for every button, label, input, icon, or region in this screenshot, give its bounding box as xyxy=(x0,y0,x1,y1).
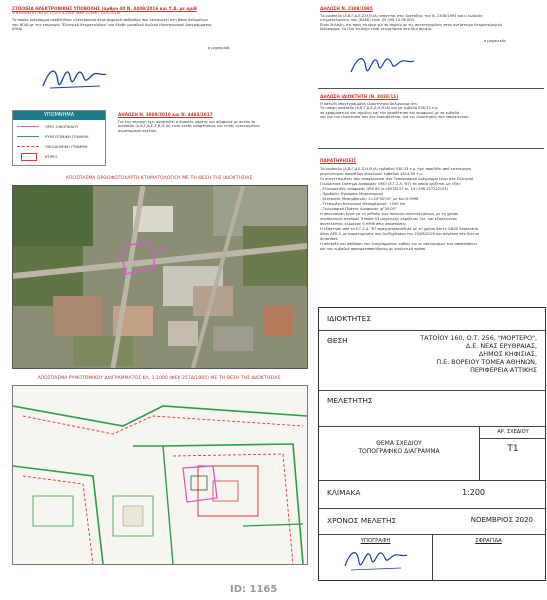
plot-boundary-swatch xyxy=(17,126,39,127)
owner-declaration-text-1: Η κάτωθι υπογεγραμμένη ιδιοκτήτρια δηλώνουμε ότι: xyxy=(320,102,418,106)
zoning-plan-image xyxy=(13,386,307,564)
date-value: ΝΟΕΜΒΡΙΟΣ 2020 xyxy=(470,516,533,524)
location-label: ΘΕΣΗ xyxy=(327,336,348,345)
note-line: - Τεταγμένη Κεντρικού Μεσημβρινού: +500 km xyxy=(320,202,406,206)
title-block xyxy=(318,307,546,581)
zoning-plan-caption: ΑΠΟΣΠΑΣΜΑ ΡΥΜΟΤΟΜΙΚΟΥ ΔΙΑΓΡΑΜΜΑΤΟΣ ΚΛ. 1:1000 (ΦΕΚ 257Δ/1985) ΜΕ ΤΗ ΘΕΣΗ ΤΗΣ ΙΔΙΟΚΤΗΣΙΑΣ xyxy=(37,376,281,381)
electronic-submission-block xyxy=(12,6,302,50)
note-line: συντελεστής κλίμακας 0.9996 στις αποστάσεις. xyxy=(320,222,408,226)
note-line: - Ελλειψοειδές αναφοράς GRS 80 (a=6378137 m, 1/f=298.257222101) xyxy=(320,187,449,191)
orthophoto-image xyxy=(13,186,307,368)
owner-declaration-block xyxy=(320,94,544,120)
drawing-subject-cell xyxy=(319,426,479,462)
street-line-swatch xyxy=(17,136,39,137)
legend-item-plot-boundary xyxy=(17,123,103,131)
building-swatch xyxy=(21,153,37,161)
location-row xyxy=(319,330,545,391)
legend-item-building-line xyxy=(17,143,103,151)
date-row xyxy=(319,508,545,535)
forest-law-text-2: οικόπεδο (Α,Β,Γ,Δ,Ε,Ζ,Η,Θ,ΙΑ) είναι εκτός αναρτήσεως και εντός εγκεκριμένου xyxy=(118,124,260,129)
owners-label: ΙΔΙΟΚΤΗΤΕΣ xyxy=(327,314,372,323)
forest-law-text-3: ρυμοτομικού σχεδίου. xyxy=(118,128,158,133)
legend-item-building xyxy=(17,153,103,161)
zoning-plan-map xyxy=(12,385,308,565)
divider-notes xyxy=(318,148,544,149)
note-line: - Κεντρικός Μεσημβρινός: λ=24°00'00'' με Ko=0.9996 xyxy=(320,197,419,201)
location-line: Π.Ε. ΒΟΡΕΙΟΥ ΤΟΜΕΑ ΑΘΗΝΩΝ, xyxy=(436,358,537,366)
owners-row xyxy=(319,308,545,331)
note-line: μεγαλύτερου οικοπέδου συνολικού εμβαδού 1614.99 τ.μ. xyxy=(320,172,423,176)
legend-label: ΚΤΙΡΙΟ xyxy=(45,154,58,159)
location-line: ΠΕΡΙΦΕΡΕΙΑ ΑΤΤΙΚΗΣ xyxy=(470,366,537,374)
study-row xyxy=(319,390,545,427)
note-line: και του εμβαδού πραγματοποιήθηκαν με αναλυτικό τρόπο. xyxy=(320,247,427,251)
electronic-submission-ref: ΥΠΕΝ/ΔΑΕΠ/27623/175/2/5.4.2018 (ΦΕΚ 22168 / 14-6-2018) xyxy=(12,11,121,15)
electronic-submission-text-3: (ΚΗΔ) xyxy=(12,27,23,32)
building-line-swatch xyxy=(17,146,39,147)
notes-heading: ΠΑΡΑΤΗΡΗΣΕΙΣ xyxy=(320,158,357,163)
legend-label: ΟΙΚΟΔΟΜΙΚΗ ΓΡΑΜΜΗ xyxy=(45,144,88,149)
divider-top-right xyxy=(318,88,544,89)
drawing-subject-label: ΘΕΜΑ ΣΧΕΔΙΟΥ xyxy=(376,440,422,447)
engineer-signature-2 xyxy=(348,52,418,80)
note-line: - Γεωγραφικό Πλάτος Αναφοράς: φ°00'00'' xyxy=(320,207,397,211)
drawing-number-label: ΑΡ. ΣΧΕΔΙΟΥ xyxy=(480,426,546,439)
date-label: ΧΡΟΝΟΣ ΜΕΛΕΤΗΣ xyxy=(327,516,397,525)
note-line: Το οικόπεδο (Α,Β,Γ,Δ,Ε,Ζ,Η,Θ,ΙΑ) εμβαδού 538.33 τ.μ. έχει προέλθει από κατάτμηση xyxy=(320,167,471,171)
owner-declaration-text-3: το εφαρμοστικό του σχεδίου και την οριοθέτηση και συμφωνεί με τα εμβαδά xyxy=(320,110,460,115)
engineer-signature xyxy=(40,62,110,94)
location-line: ΤΑΤΟΪΟΥ 160, Ο.Τ. 256, "ΜΟΡΤΕΡΟ", xyxy=(420,334,537,342)
owner-declaration-heading: ΔΗΛΩΣΗ ΙΔΙΟΚΤΗΤΗ (Ν. 4030/11) xyxy=(320,94,399,99)
electronic-submission-text-1: Το παρόν διάγραμμα υποβλήθηκε ηλεκτρονικά στον ψηφιακό υπόβαθρο που λειτουργεί στη βάση δεδομένων xyxy=(12,18,208,23)
signature-cell xyxy=(319,534,433,580)
note-line: - Προβολή: Εγκάρσια Μερκατορική xyxy=(320,192,384,196)
note-line: SmartNet. xyxy=(320,237,339,241)
drawing-number-cell xyxy=(479,426,546,480)
scale-label: ΚΛΙΜΑΚΑ xyxy=(327,488,361,497)
location-line: ΔΗΜΟΣ ΚΗΦΙΣΙΑΣ, xyxy=(478,350,537,358)
orthophoto-caption: ΑΠΟΣΠΑΣΜΑ ΟΡΘΟΦΩΤΟΧΑΡΤΗ ΚΤΗΜΑΤΟΛΟΓΙΟΥ ΜΕ ΤΗ ΘΕΣΗ ΤΗΣ ΙΔΙΟΚΤΗΣΙΑΣ xyxy=(65,176,253,181)
electronic-submission-heading: ΣΤΟΙΧΕΙΑ ΗΛΕΚΤΡΟΝΙΚΗΣ ΥΠΟΒΟΛΗΣ (άρθρο 40 Ν. 4409/2016 και Υ.Α. με αριθ xyxy=(12,6,197,11)
watermark-id: ID: 1165 xyxy=(230,584,278,595)
forest-law-block xyxy=(118,112,308,133)
note-line: Οι συντεταγμένες που αναφέρονται στο Τοπογραφικό Διάγραμμα είναι στο Ελληνικό xyxy=(320,177,474,181)
scale-row xyxy=(319,480,545,509)
electronic-submission-signer: ο μηχανικός xyxy=(208,46,230,50)
study-label: ΜΕΛΕΤΗΤΗΣ xyxy=(327,396,373,405)
stamp-cell xyxy=(432,534,545,580)
note-line: Altus APS-3, με παρατηρήσεις που διεξήχθησαν την 25/08/2020 και σύνδεση στο δίκτυο xyxy=(320,232,479,236)
owner-declaration-text-2: Το υπόψη οικόπεδο (Α,Β,Γ,Δ,Ε,Ζ,Η,Θ,ΙΑ) και με εμβαδό 538.33 τ.μ. xyxy=(320,106,439,111)
location-line: Δ.Ε. ΝΕΑΣ ΕΡΥΘΡΑΙΑΣ, xyxy=(465,342,537,350)
electronic-submission-text-2: του ΝΟΔΙ με την επωνυμία "Ελληνικό Κτηματολόγιο" και έλαβε μοναδικό Κωδικό Ηλεκτρονικού Διαγράμματος xyxy=(12,22,212,27)
law-2308-text-2: κτηματολογικής του (ΚΑΕΚ) είναι 05 099 10 06 003. xyxy=(320,18,415,23)
law-2308-text-4: διάγραμμα, το ίδιο τεμάχιο είναι γεωμετρικά στο ίδιο σημείο. xyxy=(320,27,433,32)
legend-label: ΟΡΙΟ ΟΙΚΟΠΕΔΟΥ xyxy=(45,124,79,129)
law-2308-signer: ο μηχανικός xyxy=(484,39,506,43)
note-line: γεωδαιτικού σταθμού Trimble S3 μηχανικής ακρίβειας 3cc, και εξαρτώντας xyxy=(320,217,458,221)
law-2308-heading: ΔΗΛΩΣΗ Ν. 2308/1995 xyxy=(320,6,373,11)
law-2308-text-3: Είναι δηλαδή, ότι προς το όριο για το σημείο με τις συντεταγμένες στον αντίστοιχο Κτηματολογικό xyxy=(320,22,502,27)
forest-law-text-1: Για την περιοχή έχει αναρτηθεί ο δασικός χάρτης και σύμφωνα με αυτόν το xyxy=(118,120,256,124)
location-address xyxy=(387,334,537,374)
notes-list xyxy=(320,167,544,252)
legend-label: ΡΥΜΟΤΟΜΙΚΗ ΓΡΑΜΜΗ xyxy=(45,134,89,139)
forest-law-heading: ΔΗΛΩΣΗ Ν. 3889/2010 και Ν. 4483/2017 xyxy=(118,112,213,117)
law-2308-text-1: Το οικόπεδο (Α,Β,Γ,Δ,Ε,Ζ,Η,Θ,ΙΑ) υπάγεται στις διατάξεις του Ν. 2308/1995 και ο κωδικός xyxy=(320,14,483,18)
legend-title: ΥΠΟΜΝΗΜΑ xyxy=(13,111,105,120)
note-line: Η εξάρτηση από το Ε.Γ.Σ.Α. '87 πραγματοποιήθηκε με τη χρήση δέκτη GNSS Septentrio xyxy=(320,227,478,231)
notes-block xyxy=(320,158,544,252)
scale-value: 1:200 xyxy=(461,488,485,497)
legend xyxy=(12,110,106,166)
law-2308-block xyxy=(320,6,540,43)
note-line: Η αποτύπωση έγινε με τη μέθοδο των πολικών συντεταγμένων, με τη χρήση xyxy=(320,212,459,216)
legend-item-street-line xyxy=(17,133,103,141)
note-line: Γεωδαιτικό Σύστημα Αναφοράς 1987 (Ε.Γ.Σ.Α. '87) τα οποία ορίζεται ως εξής: xyxy=(320,182,462,186)
drawing-subject-value: ΤΟΠΟΓΡΑΦΙΚΟ ΔΙΑΓΡΑΜΜΑ xyxy=(358,448,440,455)
signature-mark xyxy=(341,546,411,576)
owner-declaration-text-4: και για την ιδιοκτησία που δεν διακυβεύεται, για τις ιδιοκτησίες που υποδείκνυαν. xyxy=(320,115,470,120)
drawing-number-value: Τ1 xyxy=(507,444,519,454)
drawing-subject-row xyxy=(319,426,545,455)
stamp-label: ΣΦΡΑΓΙΔΑ xyxy=(475,538,502,544)
orthophoto-map xyxy=(12,185,308,369)
signature-label: ΥΠΟΓΡΑΦΗ xyxy=(360,538,391,544)
note-line: Η σύνταξη και απόδοση του διαγράμματος καθώς και οι υπολογισμοί των αποστάσεων xyxy=(320,242,478,246)
